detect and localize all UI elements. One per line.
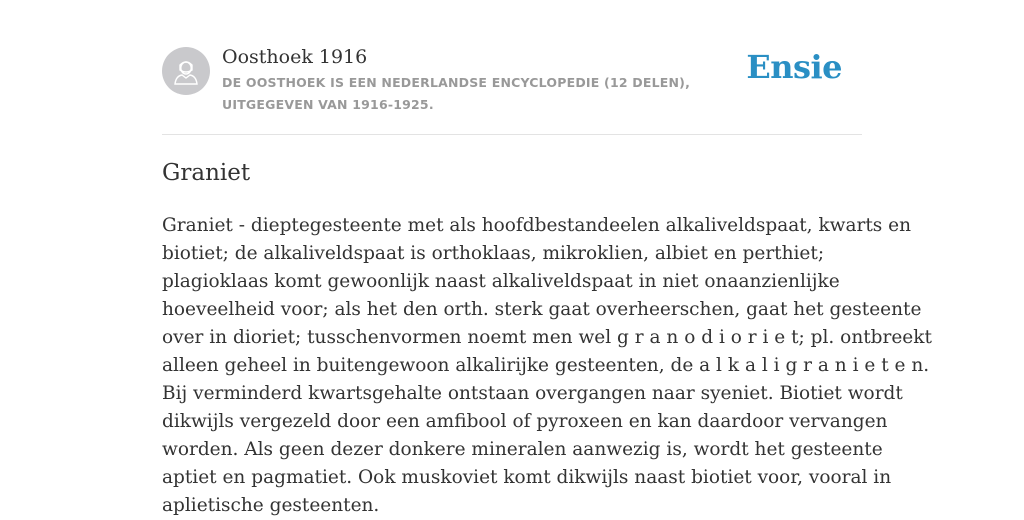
article-line: biotiet; de alkaliveldspaat is orthoklaas, mikroklien, albiet en perthiet; xyxy=(162,243,825,264)
article-line: dikwijls vergezeld door een amfibool of pyroxeen en kan daardoor vervangen xyxy=(162,411,888,432)
article-line: Graniet - dieptegesteente met als hoofdbestandeelen alkaliveldspaat, kwarts en xyxy=(162,215,912,236)
source-title[interactable]: Oosthoek 1916 xyxy=(222,46,368,68)
article-line: aplietische gesteenten. xyxy=(162,495,380,516)
ensie-logo[interactable]: Ensie xyxy=(746,48,842,86)
article-title: Graniet xyxy=(162,160,251,186)
article-line: aptiet en pagmatiet. Ook muskoviet komt dikwijls naast biotiet voor, vooral in xyxy=(162,467,892,488)
article-line: plagioklaas komt gewoonlijk naast alkaliveldspaat in niet onaanzienlijke xyxy=(162,271,840,292)
article-line: alleen geheel in buitengewoon alkalirijke gesteenten, de a l k a l i g r a n i e t e n. xyxy=(162,355,930,376)
article-line: worden. Als geen dezer donkere mineralen aanwezig is, wordt het gesteente xyxy=(162,439,883,460)
article-line: Bij verminderd kwartsgehalte ontstaan overgangen naar syeniet. Biotiet wordt xyxy=(162,383,903,404)
article-line: hoeveelheid voor; als het den orth. sterk gaat overheerschen, gaat het gesteente xyxy=(162,299,922,320)
user-silhouette-icon xyxy=(171,56,201,86)
source-header xyxy=(162,0,862,135)
page-container xyxy=(162,0,932,516)
article-body xyxy=(162,212,932,520)
article-line: over in dioriet; tusschenvormen noemt men wel g r a n o d i o r i e t; pl. ontbreekt xyxy=(162,327,932,348)
source-avatar[interactable] xyxy=(162,47,210,95)
source-description: DE OOSTHOEK IS EEN NEDERLANDSE ENCYCLOPEDIE (12 DELEN), UITGEGEVEN VAN 1916-1925. xyxy=(222,75,691,112)
